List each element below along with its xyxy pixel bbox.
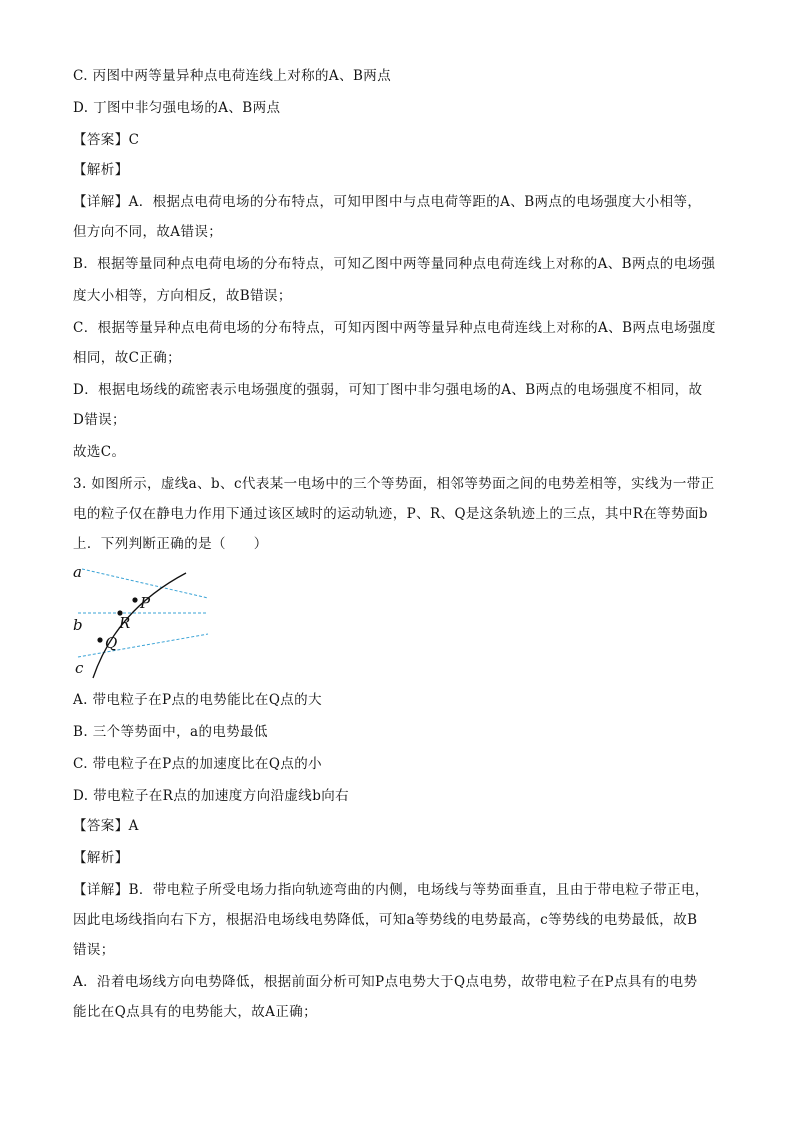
option-b: B. 三个等势面中，a的电势最低: [73, 724, 268, 740]
question-3-line-3: 上．下列判断正确的是（ ）: [73, 536, 268, 552]
detail-line-7: D．根据电场线的疏密表示电场强度的强弱，可知丁图中非匀强电场的A、B两点的电场强度不相同，故: [73, 382, 703, 398]
detail-line-1: 【详解】A．根据点电荷电场的分布特点，可知甲图中与点电荷等距的A、B两点的电场强度大小相等，: [73, 194, 702, 210]
detail-line-6: 相同，故C正确；: [73, 350, 182, 366]
label-c: c: [75, 659, 84, 677]
question-3-line-1: 3. 如图所示，虚线a、b、c代表某一电场中的三个等势面，相邻等势面之间的电势差相等，实线为一带正: [73, 476, 715, 492]
analysis-heading: 【解析】: [73, 850, 129, 866]
detail-line-8: D错误；: [73, 412, 126, 428]
label-r: R: [119, 614, 131, 632]
analysis-heading-prev: 【解析】: [73, 162, 129, 178]
detail-line-3: B．根据等量同种点电荷电场的分布特点，可知乙图中两等量同种点电荷连线上对称的A、B两点的电场强: [73, 256, 716, 272]
analysis-line-2: 因此电场线指向右下方，根据沿电场线电势降低，可知a等势线的电势最高，c等势线的电势最低，故B: [73, 912, 698, 928]
point-q-dot: [97, 637, 102, 642]
answer-prev: 【答案】C: [73, 132, 140, 148]
label-p: P: [140, 594, 151, 612]
option-a: A. 带电粒子在P点的电势能比在Q点的大: [73, 692, 322, 708]
option-d: D. 带电粒子在R点的加速度方向沿虚线b向右: [73, 788, 350, 804]
detail-line-4: 度大小相等，方向相反，故B错误；: [73, 288, 292, 304]
equipotential-line-c: [78, 634, 208, 657]
answer: 【答案】A: [73, 818, 139, 834]
option-c: C. 带电粒子在P点的加速度比在Q点的小: [73, 756, 323, 772]
trajectory-curve: [93, 573, 186, 678]
analysis-line-5: 能比在Q点具有的电势能大，故A正确；: [73, 1004, 318, 1020]
analysis-line-3: 错误；: [73, 942, 115, 958]
analysis-line-4: A．沿着电场线方向电势降低，根据前面分析可知P点电势大于Q点电势，故带电粒子在P点具有的电势: [73, 974, 698, 990]
detail-line-5: C．根据等量异种点电荷电场的分布特点，可知丙图中两等量异种点电荷连线上对称的A、B两点电场强度: [73, 320, 716, 336]
equipotential-diagram: [68, 560, 218, 680]
label-a: a: [73, 563, 82, 581]
question-3-line-2: 电的粒子仅在静电力作用下通过该区域时的运动轨迹，P、R、Q是这条轨迹上的三点，其中R在等势面b: [73, 506, 708, 522]
detail-line-2: 但方向不同，故A错误；: [73, 224, 223, 240]
label-q: Q: [105, 634, 118, 652]
option-c-prev: C. 丙图中两等量异种点电荷连线上对称的A、B两点: [73, 68, 392, 84]
analysis-line-1: 【详解】B．带电粒子所受电场力指向轨迹弯曲的内侧，电场线与等势面垂直，且由于带电粒子带正电，: [73, 882, 709, 898]
conclusion-prev: 故选C。: [73, 444, 126, 460]
option-d-prev: D. 丁图中非匀强电场的A、B两点: [73, 100, 281, 116]
point-p-dot: [132, 597, 137, 602]
label-b: b: [73, 616, 83, 634]
